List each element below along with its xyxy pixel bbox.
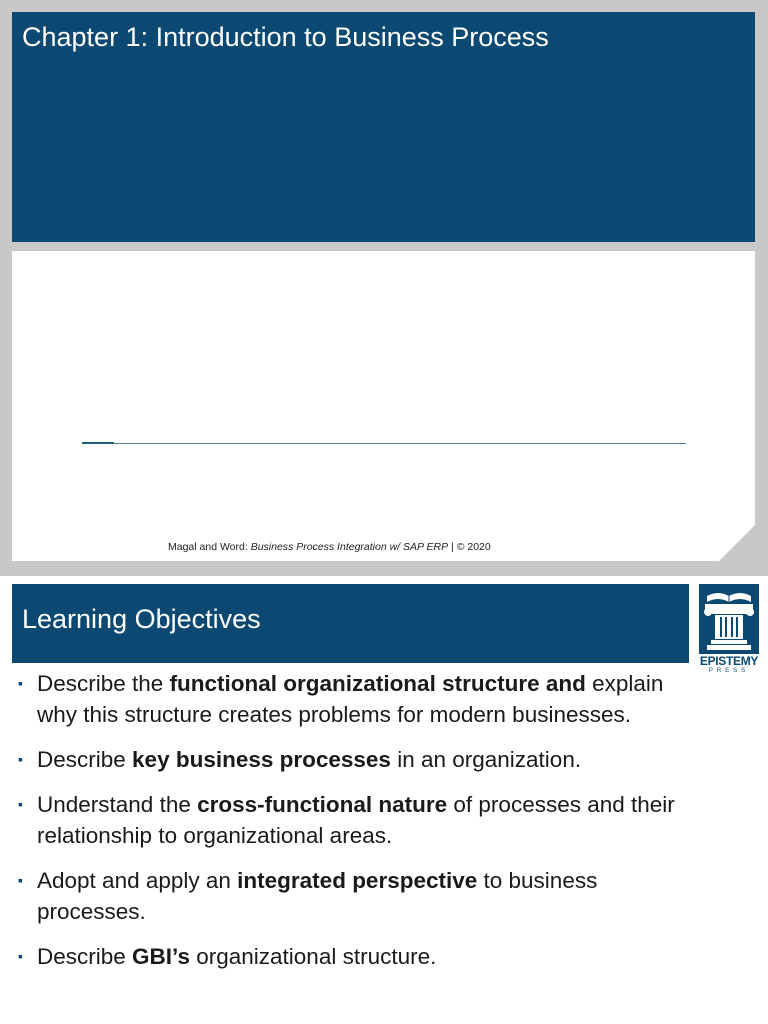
square-bullet-icon: ▪ xyxy=(18,872,23,888)
objective-item xyxy=(16,865,696,927)
objective-text: to business processes. xyxy=(37,868,598,924)
column-book-icon xyxy=(699,584,759,654)
title-header-band xyxy=(12,12,755,242)
objective-item xyxy=(16,789,696,851)
page-curl-corner xyxy=(719,525,755,561)
slide-learning-objectives xyxy=(0,576,768,1024)
objective-text: Describe xyxy=(37,747,133,772)
objective-text: Describe the xyxy=(37,671,170,696)
epistemy-press-logo xyxy=(697,582,761,674)
objectives-title: Learning Objectives xyxy=(22,604,261,634)
logo-subtitle: PRESS xyxy=(708,668,750,674)
objectives-header-band xyxy=(12,584,689,663)
objective-emphasis: integrated perspective xyxy=(237,868,478,893)
objective-text: explain why this structure creates problems for modern businesses. xyxy=(37,671,664,727)
square-bullet-icon: ▪ xyxy=(18,675,23,691)
slide-footer xyxy=(168,541,491,553)
footer-book-title: Business Process Integration w/ SAP ERP xyxy=(250,541,449,553)
objective-emphasis: GBI’s xyxy=(132,944,190,969)
footer-copyright: | © 2020 xyxy=(448,541,491,553)
divider-accent xyxy=(82,442,114,444)
square-bullet-icon: ▪ xyxy=(18,796,23,812)
objective-item xyxy=(16,941,696,972)
objective-item xyxy=(16,668,696,730)
objective-text: Adopt and apply an xyxy=(37,868,238,893)
square-bullet-icon: ▪ xyxy=(18,751,23,767)
objective-text: in an organization. xyxy=(390,747,582,772)
objective-text: Understand the xyxy=(37,792,198,817)
objectives-list xyxy=(16,668,696,986)
objective-item xyxy=(16,744,696,775)
objective-text: organizational structure. xyxy=(189,944,437,969)
square-bullet-icon: ▪ xyxy=(18,948,23,964)
objective-text: Describe xyxy=(37,944,133,969)
logo-name: EPISTEMY xyxy=(699,654,759,668)
objective-emphasis: functional organizational structure and xyxy=(169,671,586,696)
objective-emphasis: key business processes xyxy=(132,747,391,772)
logo-emblem-box xyxy=(699,584,759,654)
footer-authors: Magal and Word: xyxy=(168,541,251,553)
objective-text: of processes and their relationship to organizational areas. xyxy=(37,792,675,848)
chapter-title: Chapter 1: Introduction to Business Process xyxy=(22,22,549,52)
title-body-panel xyxy=(12,251,755,561)
divider-line xyxy=(82,443,686,444)
objective-emphasis: cross-functional nature xyxy=(197,792,448,817)
